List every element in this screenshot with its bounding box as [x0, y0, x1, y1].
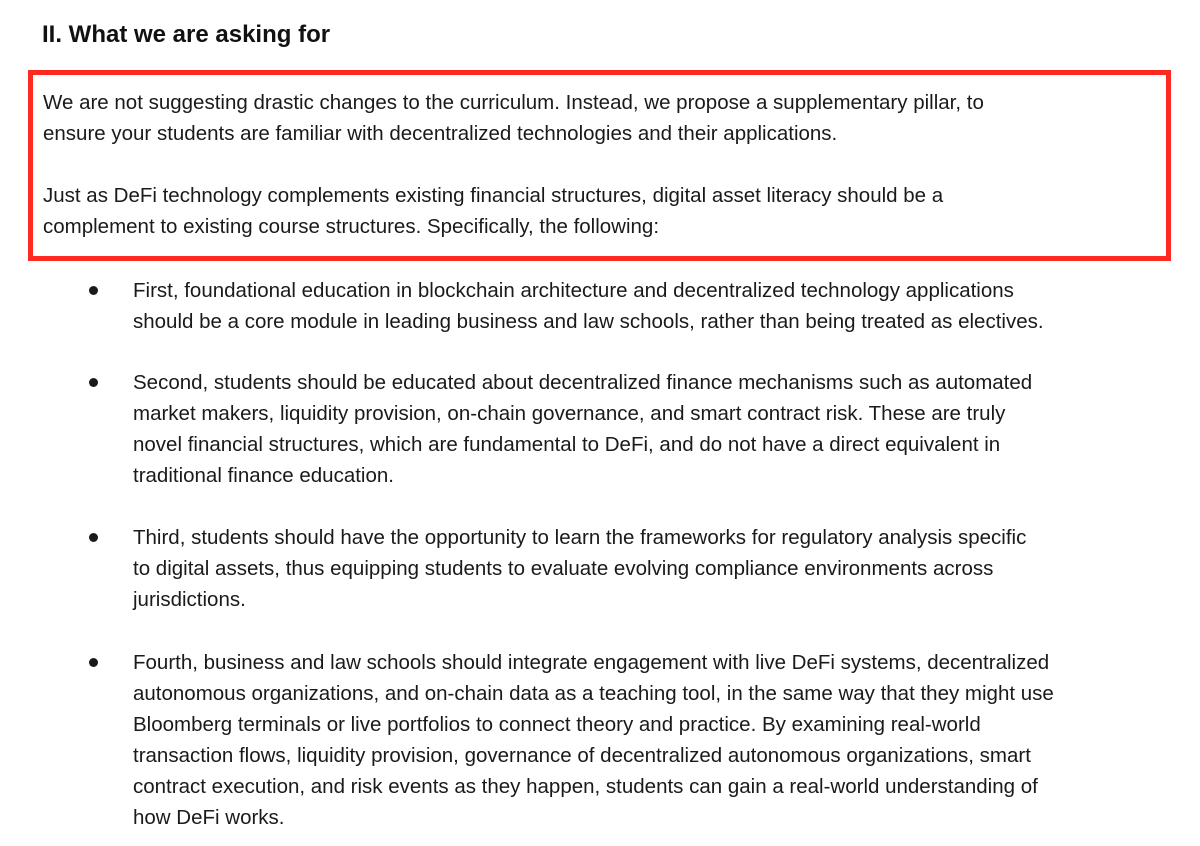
list-item-text	[133, 522, 1026, 615]
list-item-line: how DeFi works.	[133, 806, 285, 829]
callout-paragraph-1-line: We are not suggesting drastic changes to the curriculum. Instead, we propose a supplementary pillar, to	[43, 91, 984, 114]
bullet-icon	[89, 533, 98, 542]
list-item-line: First, foundational education in blockchain architecture and decentralized technology applications	[133, 279, 1014, 302]
bullet-icon	[89, 286, 98, 295]
callout-paragraph-2	[43, 180, 1153, 242]
list-item-line: transaction flows, liquidity provision, governance of decentralized autonomous organizations, smart	[133, 744, 1031, 767]
list-item-line: Fourth, business and law schools should integrate engagement with live DeFi systems, decentralized	[133, 651, 1050, 674]
list-item-line: autonomous organizations, and on-chain data as a teaching tool, in the same way that they might use	[133, 682, 1054, 705]
highlighted-callout-box	[28, 70, 1171, 261]
list-item-line: Second, students should be educated about decentralized finance mechanisms such as automated	[133, 371, 1033, 394]
bullet-icon	[89, 378, 98, 387]
bullet-icon	[89, 658, 98, 667]
list-item-line: contract execution, and risk events as they happen, students can gain a real-world understanding of	[133, 775, 1038, 798]
list-item-line: jurisdictions.	[133, 588, 246, 611]
list-item-line: to digital assets, thus equipping students to evaluate evolving compliance environments across	[133, 557, 994, 580]
list-item-text	[133, 275, 1044, 337]
callout-paragraph-2-line: Just as DeFi technology complements existing financial structures, digital asset literacy should be a	[43, 184, 944, 207]
callout-paragraph-1-line: ensure your students are familiar with decentralized technologies and their applications.	[43, 122, 838, 145]
list-item-line: traditional finance education.	[133, 464, 394, 487]
list-item-line: Bloomberg terminals or live portfolios to connect theory and practice. By examining real-world	[133, 713, 981, 736]
list-item-line: market makers, liquidity provision, on-chain governance, and smart contract risk. These are truly	[133, 402, 1006, 425]
callout-paragraph-1	[43, 87, 1153, 149]
callout-paragraph-2-line: complement to existing course structures. Specifically, the following:	[43, 215, 660, 238]
list-item-text	[133, 647, 1054, 833]
list-item-text	[133, 367, 1032, 491]
section-heading: II. What we are asking for	[42, 21, 331, 48]
list-item-line: should be a core module in leading business and law schools, rather than being treated as electives.	[133, 310, 1044, 333]
list-item-line: novel financial structures, which are fundamental to DeFi, and do not have a direct equivalent in	[133, 433, 1001, 456]
list-item-line: Third, students should have the opportunity to learn the frameworks for regulatory analysis specific	[133, 526, 1027, 549]
